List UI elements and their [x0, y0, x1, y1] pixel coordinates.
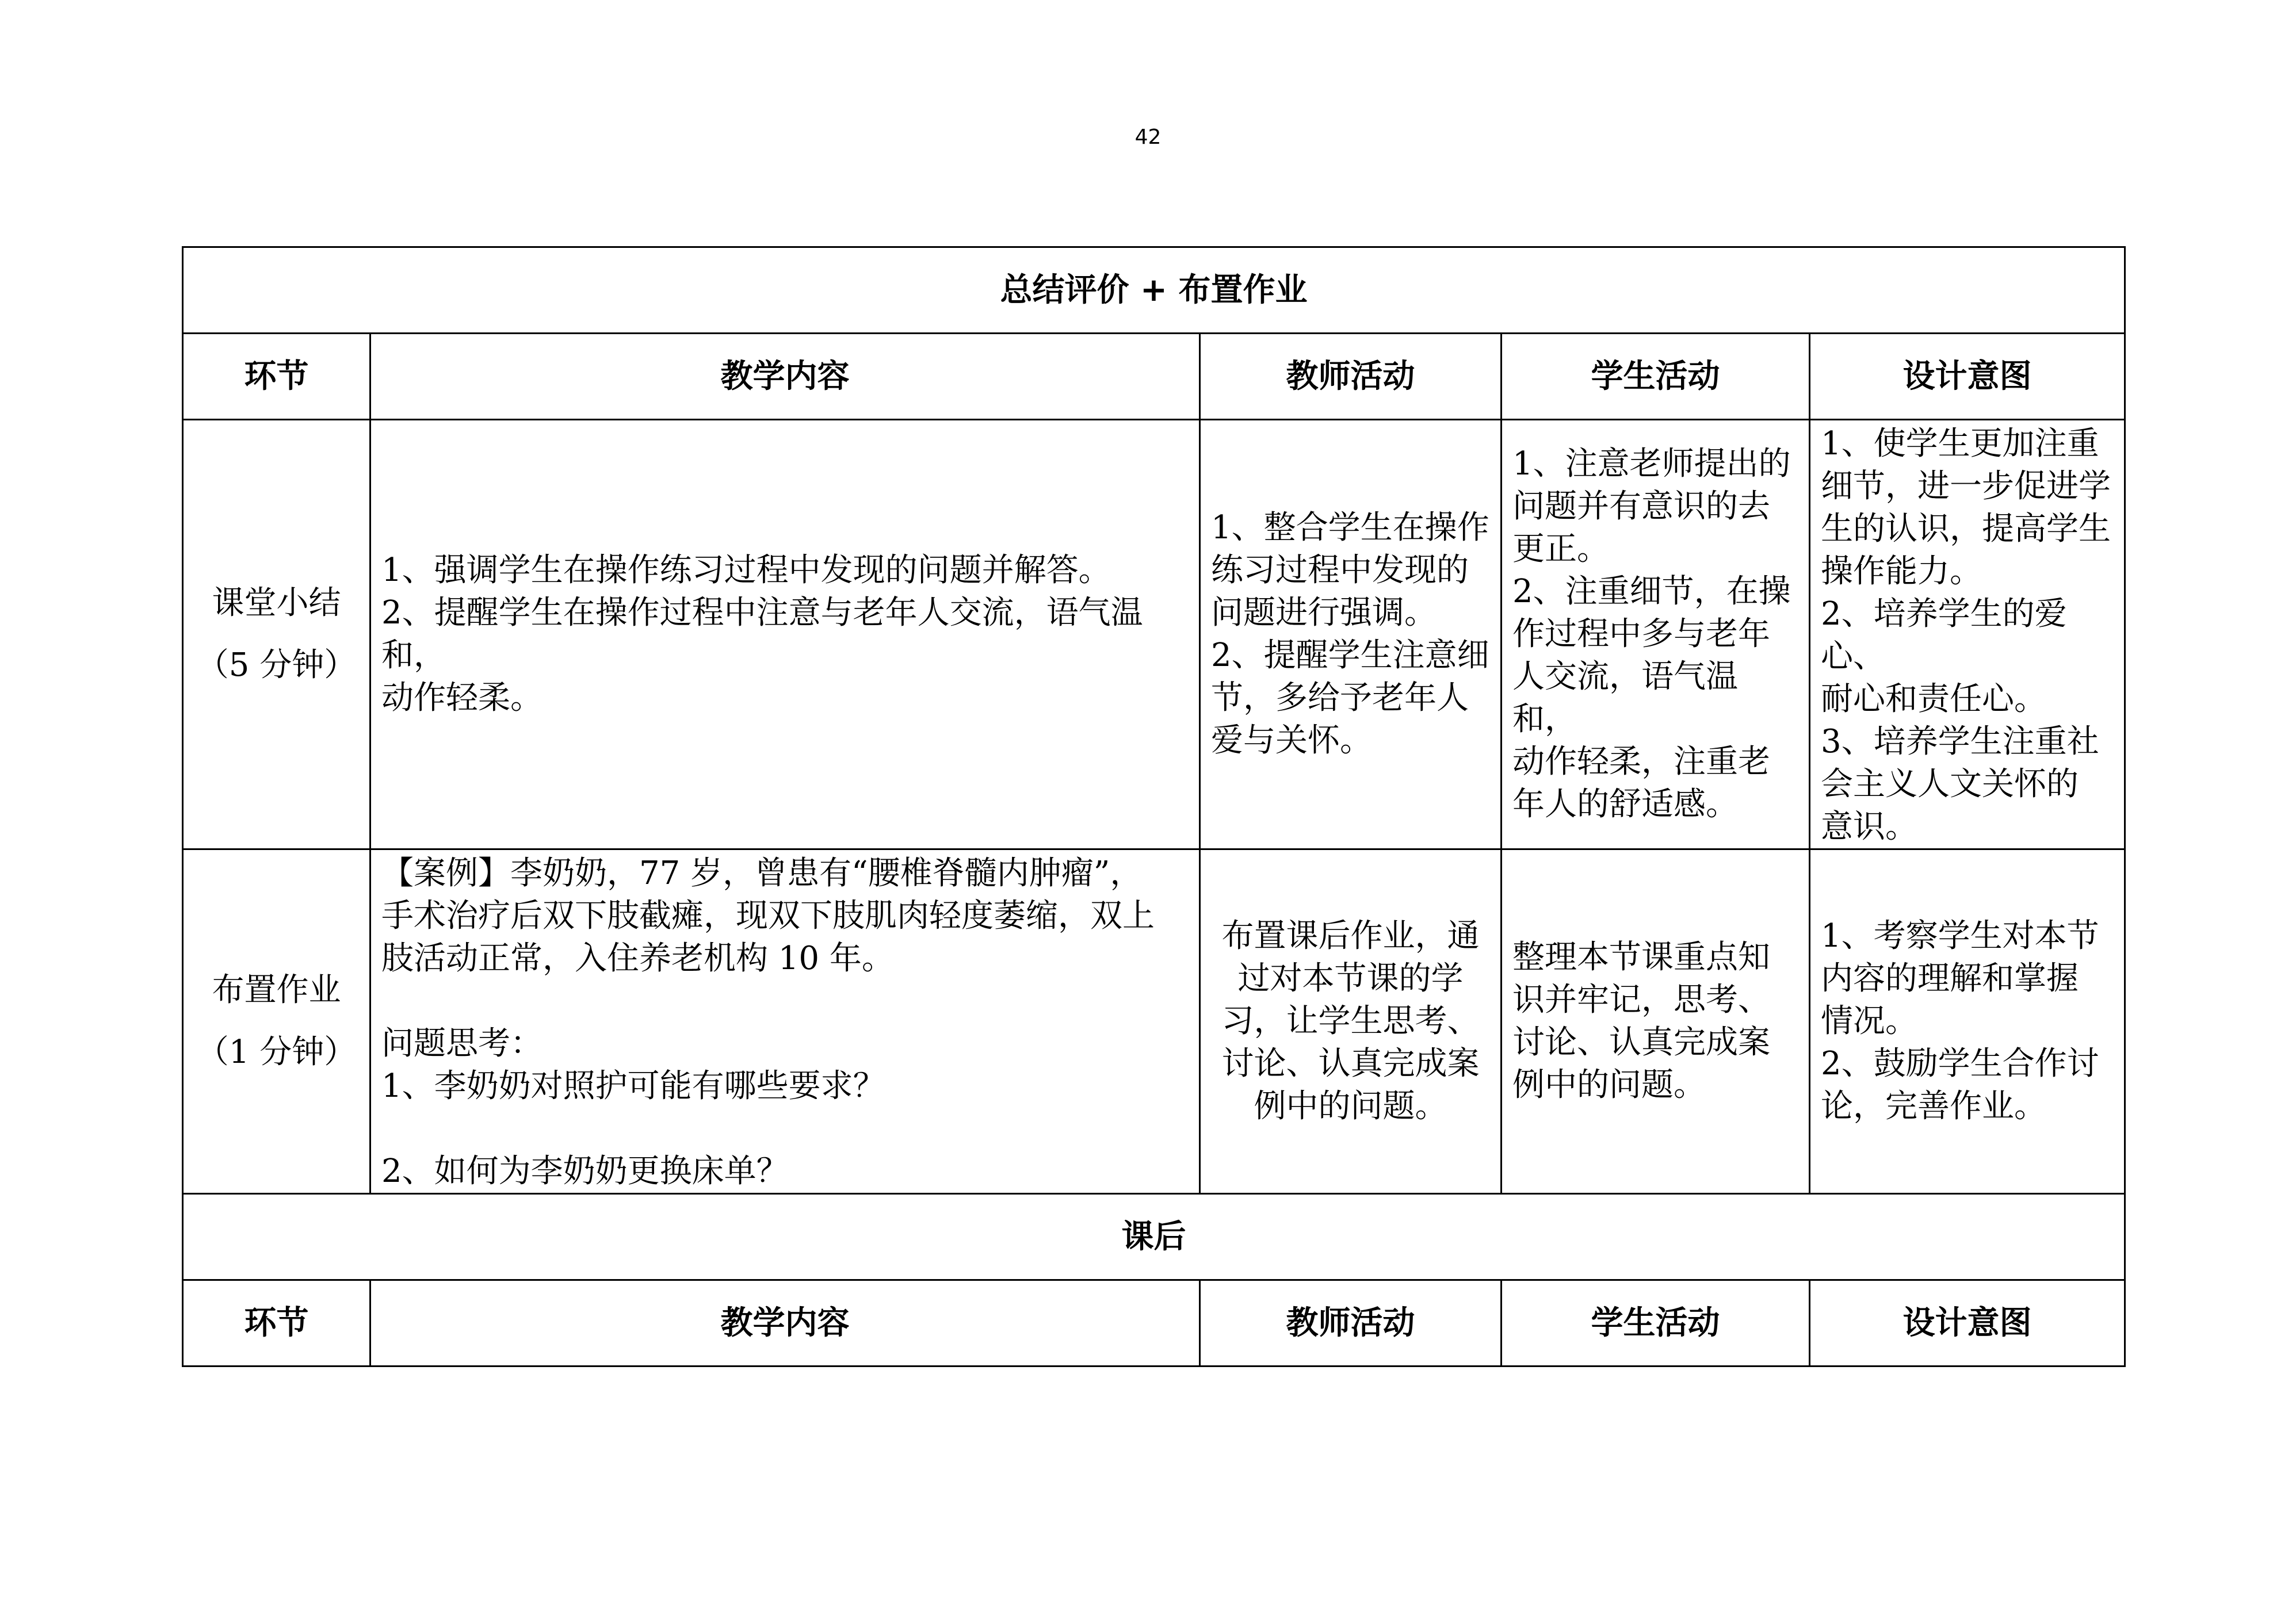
summary-intent-line: 会主义人文关怀的: [1821, 765, 2079, 803]
header-content: 教学内容: [370, 334, 1200, 420]
homework-student-line: 例中的问题。: [1512, 1066, 1706, 1104]
summary-student-line: 问题并有意识的去: [1512, 488, 1770, 525]
blank-line: [381, 980, 1189, 1023]
homework-student-line: 讨论、认真完成案: [1512, 1024, 1770, 1061]
header-stage: 环节: [183, 334, 370, 420]
summary-intent-line: 2、培养学生的爱心、: [1821, 595, 2067, 675]
homework-student-cell: [1502, 849, 1810, 1194]
homework-case-line: 【案例】李奶奶，77 岁，曾患有“腰椎脊髓内肿瘤”，: [381, 855, 1143, 892]
summary-student-line: 人交流，语气温和，: [1512, 658, 1738, 738]
summary-intent-line: 意识。: [1821, 808, 1917, 845]
homework-intent-line: 1、考察学生对本节: [1821, 917, 2099, 955]
homework-teacher-line: 布置课后作业，通: [1221, 917, 1480, 955]
summary-content-line: 动作轻柔。: [381, 679, 543, 717]
blank-line: [381, 1108, 1189, 1150]
summary-teacher-line: 节，多给予老年人: [1211, 679, 1469, 717]
homework-intent-line: 2、鼓励学生合作讨: [1821, 1045, 2099, 1082]
header-teacher: 教师活动: [1200, 334, 1502, 420]
summary-intent-line: 生的认识，提高学生: [1821, 510, 2111, 548]
summary-stage-name: 课堂小结: [212, 584, 341, 622]
summary-student-line: 更正。: [1512, 530, 1609, 568]
header-intent: 设计意图: [1810, 1280, 2125, 1366]
summary-intent-line: 3、培养学生注重社: [1821, 723, 2099, 760]
homework-case-line: 肢活动正常，入住养老机构 10 年。: [381, 940, 894, 977]
summary-intent-line: 1、使学生更加注重: [1821, 425, 2099, 462]
header-intent: 设计意图: [1810, 334, 2125, 420]
summary-teacher-line: 练习过程中发现的: [1211, 552, 1469, 589]
summary-teacher-cell: [1200, 420, 1502, 849]
summary-teacher-line: 爱与关怀。: [1211, 722, 1372, 759]
homework-teacher-cell: [1200, 849, 1502, 1194]
homework-stage-cell: [183, 849, 370, 1194]
summary-teacher-line: 问题进行强调。: [1211, 594, 1437, 631]
summary-stage-cell: [183, 420, 370, 849]
homework-teacher-line: 习，让学生思考、: [1221, 1002, 1480, 1040]
summary-intent-line: 耐心和责任心。: [1821, 680, 2046, 718]
summary-teacher-line: 2、提醒学生注意细: [1211, 637, 1489, 674]
summary-content-line: 2、提醒学生在操作过程中注意与老年人交流，语气温和，: [381, 594, 1143, 674]
homework-row: [183, 849, 2125, 1194]
header-stage: 环节: [183, 1280, 370, 1366]
summary-student-cell: [1502, 420, 1810, 849]
homework-intent-line: 情况。: [1821, 1002, 1917, 1040]
homework-question-1: 1、李奶奶对照护可能有哪些要求？: [381, 1067, 885, 1105]
summary-student-line: 1、注意老师提出的: [1512, 445, 1791, 483]
summary-student-line: 作过程中多与老年: [1512, 615, 1770, 653]
header-row: [183, 334, 2125, 420]
header-student: 学生活动: [1502, 334, 1810, 420]
homework-intent-line: 内容的理解和掌握: [1821, 960, 2079, 997]
header-teacher: 教师活动: [1200, 1280, 1502, 1366]
section-title-summary: 总结评价 + 布置作业: [183, 247, 2125, 334]
homework-stage-name: 布置作业: [212, 971, 341, 1009]
homework-student-line: 识并牢记，思考、: [1512, 981, 1770, 1019]
homework-question-2: 2、如何为李奶奶更换床单？: [381, 1153, 789, 1190]
homework-teacher-line: 讨论、认真完成案: [1221, 1045, 1480, 1082]
header-row: [183, 1280, 2125, 1366]
summary-student-line: 年人的舒适感。: [1512, 786, 1738, 823]
summary-content-cell: [370, 420, 1200, 849]
page-number: 42: [1134, 125, 1162, 149]
homework-intent-line: 论，完善作业。: [1821, 1088, 2046, 1125]
lesson-plan-table: [182, 246, 2126, 1367]
summary-intent-cell: [1810, 420, 2125, 849]
summary-stage-time: （5 分钟）: [196, 646, 357, 684]
homework-content-cell: [370, 849, 1200, 1194]
summary-row: [183, 420, 2125, 849]
header-student: 学生活动: [1502, 1280, 1810, 1366]
header-content: 教学内容: [370, 1280, 1200, 1366]
homework-intent-cell: [1810, 849, 2125, 1194]
homework-question-title: 问题思考：: [381, 1025, 543, 1062]
homework-teacher-line: 例中的问题。: [1254, 1088, 1447, 1125]
summary-intent-line: 操作能力。: [1821, 553, 1982, 590]
section-title-after-class: 课后: [183, 1194, 2125, 1280]
section-title-row: [183, 1194, 2125, 1280]
summary-content-line: 1、强调学生在操作练习过程中发现的问题并解答。: [381, 552, 1111, 589]
summary-student-line: 2、注重细节，在操: [1512, 573, 1791, 610]
homework-student-line: 整理本节课重点知: [1512, 939, 1770, 976]
homework-teacher-line: 过对本节课的学: [1237, 960, 1464, 997]
summary-intent-line: 细节，进一步促进学: [1821, 468, 2111, 505]
homework-stage-time: （1 分钟）: [196, 1033, 357, 1071]
summary-student-line: 动作轻柔，注重老: [1512, 743, 1770, 780]
summary-teacher-line: 1、整合学生在操作: [1211, 509, 1489, 546]
homework-case-line: 手术治疗后双下肢截瘫，现双下肢肌肉轻度萎缩，双上: [381, 897, 1155, 935]
section-title-row: [183, 247, 2125, 334]
